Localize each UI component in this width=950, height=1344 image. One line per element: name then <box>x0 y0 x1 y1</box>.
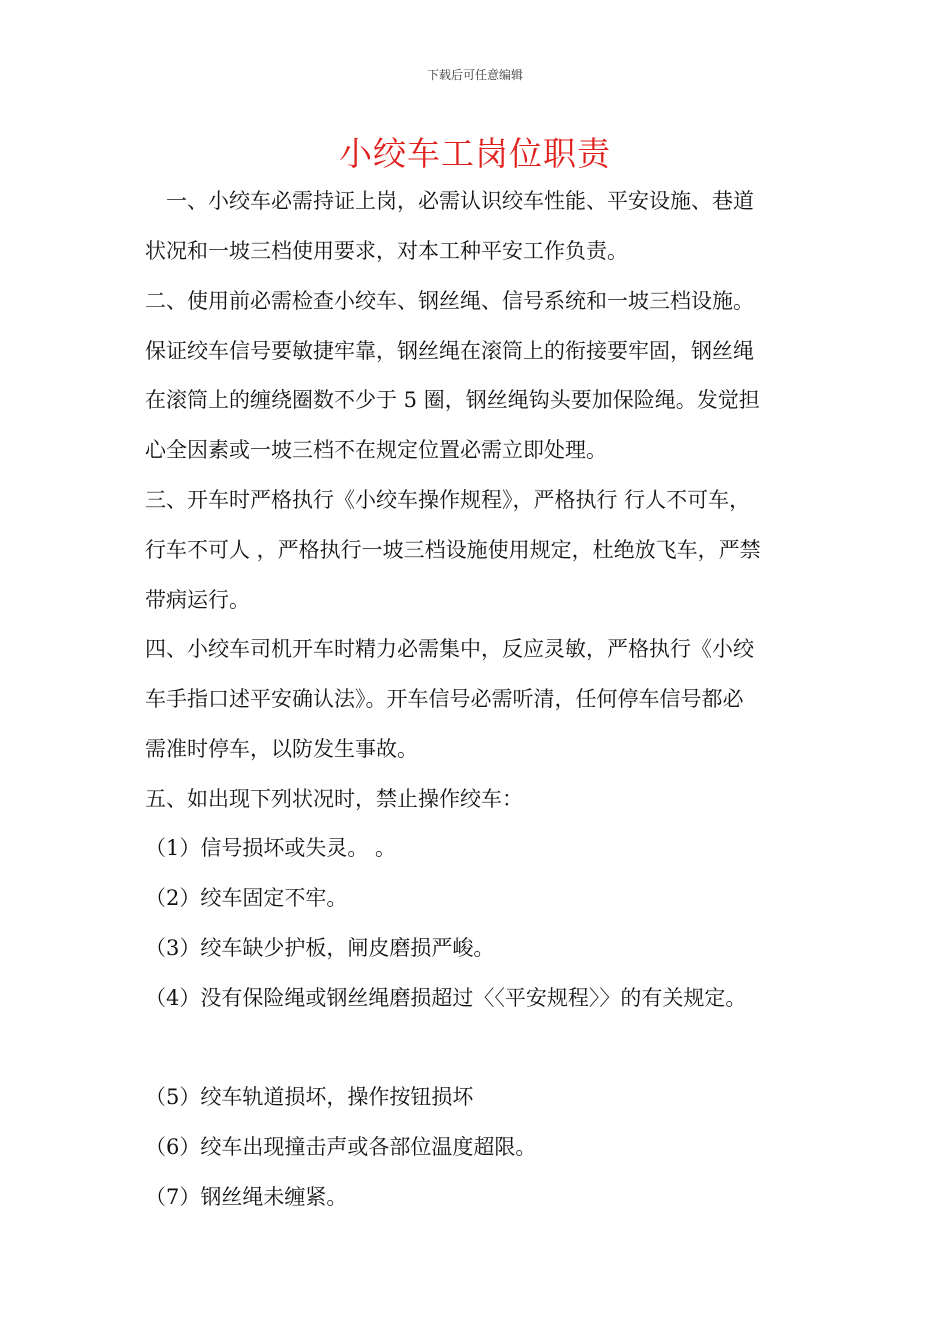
list-item: （1）信号损坏或失灵。 。 <box>145 836 397 860</box>
document-title: 小绞车工岗位职责 <box>339 134 611 173</box>
body-line: 车手指口述平安确认法》。开车信号必需听清，任何停车信号都必 <box>145 687 744 711</box>
list-item: （5）绞车轨道损坏，操作按钮损坏 <box>145 1085 474 1109</box>
list-item: （2）绞车固定不牢。 <box>145 886 348 910</box>
header-note: 下载后可任意编辑 <box>426 68 523 82</box>
body-line: 四、小绞车司机开车时精力必需集中，反应灵敏，严格执行《小绞 <box>145 637 754 661</box>
list-item: （3）绞车缺少护板，闸皮磨损严峻。 <box>145 936 495 960</box>
body-line: 带病运行。 <box>145 588 250 612</box>
body-line: 需准时停车，以防发生事故。 <box>145 737 418 761</box>
body-line: 在滚筒上的缠绕圈数不少于 5 圈，钢丝绳钩头要加保险绳。发觉担 <box>145 388 760 412</box>
body-line: 一、小绞车必需持证上岗，必需认识绞车性能、平安设施、巷道 <box>145 189 754 213</box>
list-item: （6）绞车出现撞击声或各部位温度超限。 <box>145 1135 537 1159</box>
body-line: 保证绞车信号要敏捷牢靠，钢丝绳在滚筒上的衔接要牢固，钢丝绳 <box>145 339 754 363</box>
list-item: （4）没有保险绳或钢丝绳磨损超过〈〈平安规程〉〉的有关规定。 <box>145 986 747 1010</box>
body-line: 状况和一坡三档使用要求，对本工种平安工作负责。 <box>145 239 628 263</box>
section-five-heading: 五、如出现下列状况时，禁止操作绞车： <box>145 787 523 811</box>
body-line: 心全因素或一坡三档不在规定位置必需立即处理。 <box>145 438 607 462</box>
list-item: （7）钢丝绳未缠紧。 <box>145 1185 348 1209</box>
body-line: 二、使用前必需检查小绞车、钢丝绳、信号系统和一坡三档设施。 <box>145 289 754 313</box>
body-line: 行车不可人 ，严格执行一坡三档设施使用规定，杜绝放飞车，严禁 <box>145 538 761 562</box>
body-line: 三、开车时严格执行《小绞车操作规程》，严格执行 行人不可车， <box>145 488 751 512</box>
